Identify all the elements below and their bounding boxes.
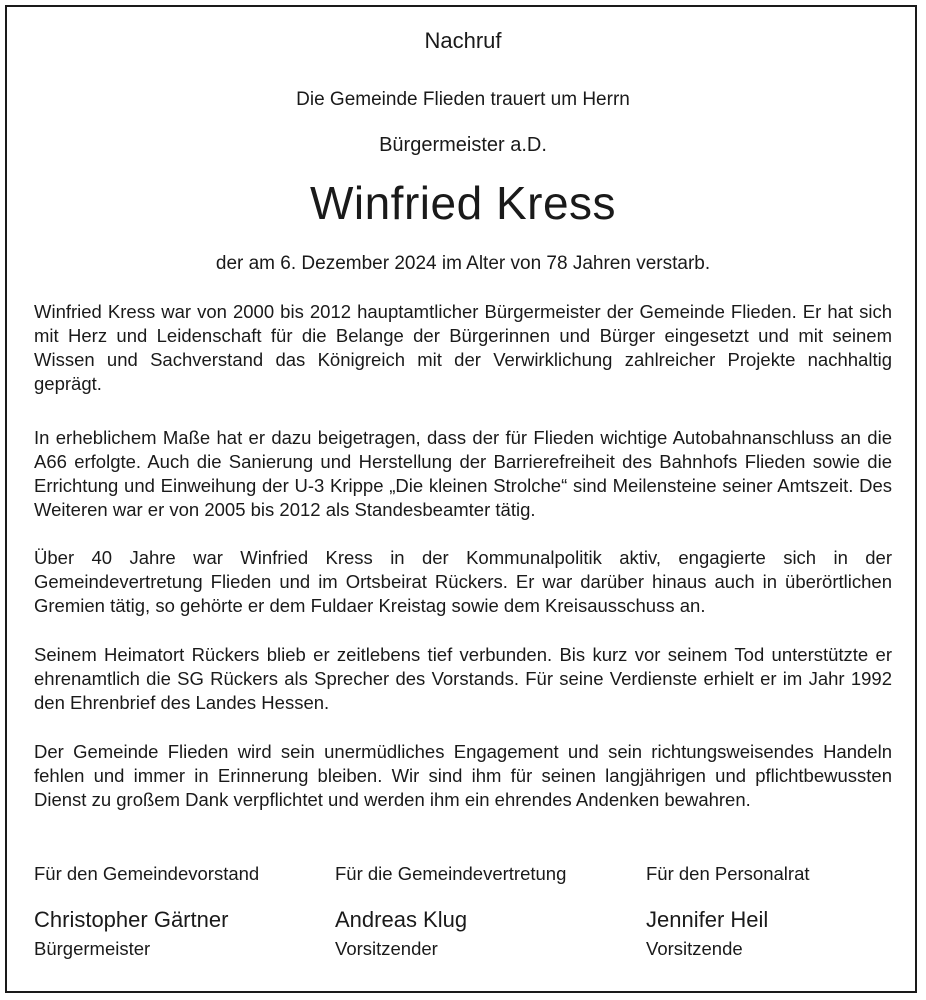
notice-intro: Die Gemeinde Flieden trauert um Herrn: [296, 89, 630, 110]
signatory-function: Vorsitzende: [646, 938, 743, 959]
paragraph-achievements: In erheblichem Maße hat er dazu beigetragen, dass der für Flieden wichtige Autobahnanschluss an die A66 erfolgte. Auch die Sanierung und Herstellung der Barrierefreiheit des Bahnhofs Flieden sowie die Errichtung und Einweihung der U-3 Krippe „Die kleinen Strolche“ sind Meilensteine seiner Amtszeit. Des Weiteren war er von 2005 bis 2012 als Standesbeamter tätig.: [34, 427, 892, 520]
paragraph-hometown: Seinem Heimatort Rückers blieb er zeitlebens tief verbunden. Bis kurz vor seinem Tod unterstützte er ehrenamtlich die SG Rückers als Sprecher des Vorstands. Für seine Verdienste erhielt er im Jahr 1992 den Ehrenbrief des Landes Hessen.: [34, 644, 892, 713]
paragraph-career: Winfried Kress war von 2000 bis 2012 hauptamtlicher Bürgermeister der Gemeinde Flieden. Er hat sich mit Herz und Leidenschaft für die Belange der Bürgerinnen und Bürger eingesetzt und mit seinem Wissen und Sachverstand das Königreich mit der Verwirklichung zahlreicher Projekte nachhaltig geprägt.: [34, 301, 892, 394]
deceased-rank: Bürgermeister a.D.: [379, 134, 547, 156]
signatory-on-behalf: Für den Gemeindevorstand: [34, 863, 260, 884]
signatory-municipal-council: [335, 862, 566, 961]
deceased-name: Winfried Kress: [309, 177, 617, 229]
signatory-on-behalf: Für die Gemeindevertretung: [335, 863, 567, 884]
signatory-name: Christopher Gärtner: [34, 907, 229, 932]
signatory-municipal-board: [34, 862, 259, 961]
paragraph-gratitude: Der Gemeinde Flieden wird sein unermüdliches Engagement und sein richtungsweisendes Handeln fehlen und immer in Erinnerung bleiben. Wir sind ihm für seinen langjährigen und pflichtbewussten Dienst zu großem Dank verpflichtet und werden ihm ein ehrendes Andenken bewahren.: [34, 741, 892, 810]
signatory-on-behalf: Für den Personalrat: [646, 863, 810, 884]
signatory-name: Andreas Klug: [335, 907, 468, 932]
signatory-name: Jennifer Heil: [646, 907, 769, 932]
notice-title: Nachruf: [424, 28, 502, 53]
paragraph-politics: Über 40 Jahre war Winfried Kress in der Kommunalpolitik aktiv, engagierte sich in der Gemeindevertretung Flieden und im Ortsbeirat Rückers. Er war darüber hinaus auch in überörtlichen Gremien tätig, so gehörte er dem Fuldaer Kreistag sowie dem Kreisausschuss an.: [34, 547, 892, 616]
signatory-function: Bürgermeister: [34, 938, 151, 959]
signatory-staff-council: [646, 862, 810, 961]
death-line: der am 6. Dezember 2024 im Alter von 78 Jahren verstarb.: [215, 253, 711, 274]
signatory-function: Vorsitzender: [335, 938, 438, 959]
